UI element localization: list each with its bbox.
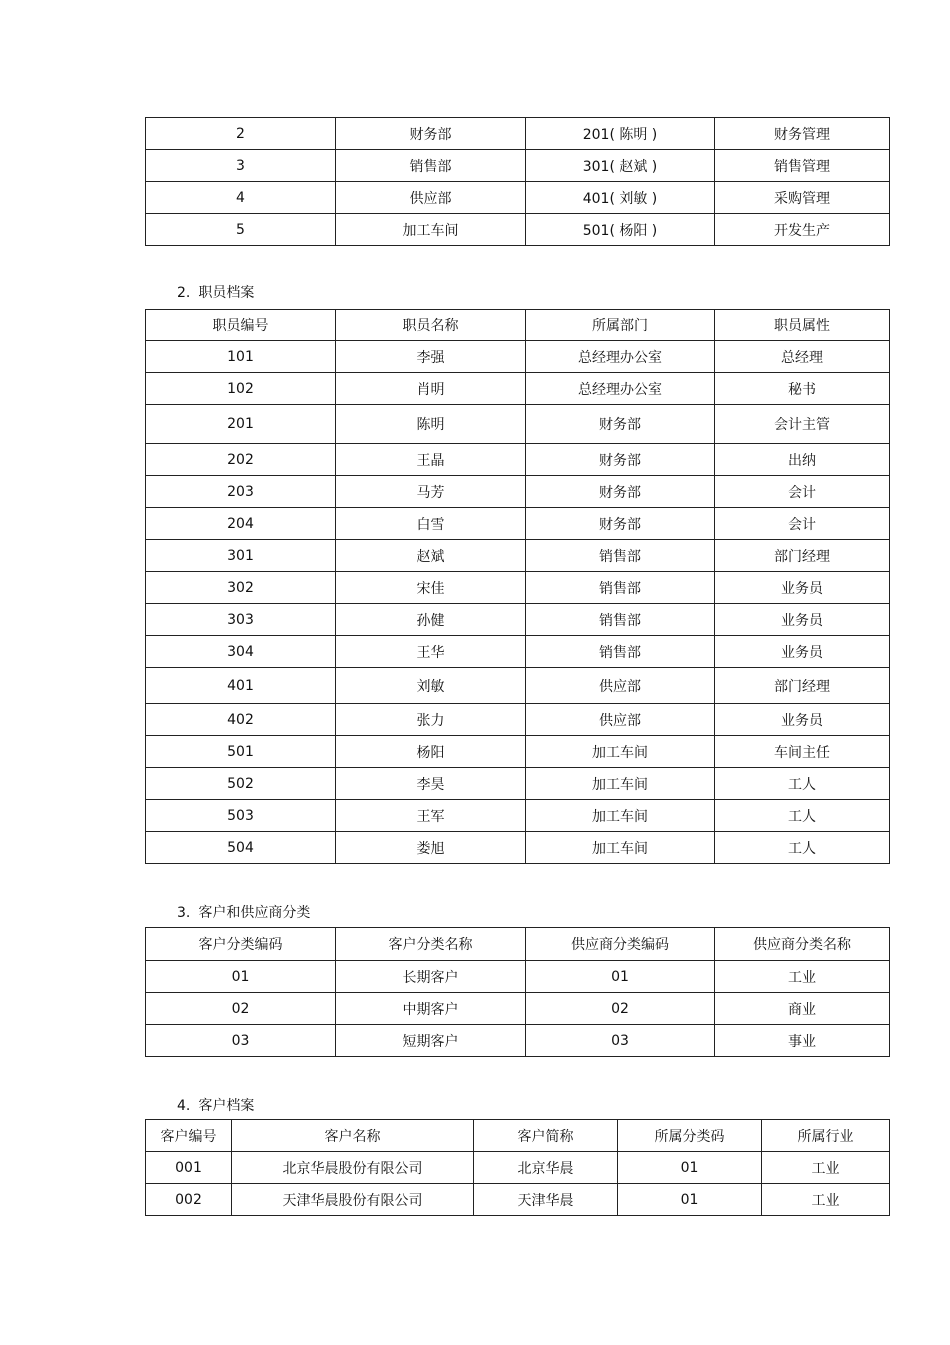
table-cell: 503 — [146, 800, 336, 832]
table-cell: 3 — [146, 150, 336, 182]
table-cell: 业务员 — [715, 572, 890, 604]
column-header: 供应商分类名称 — [715, 928, 890, 961]
table-cell: 采购管理 — [715, 182, 890, 214]
table-cell: 北京华晨 — [474, 1152, 618, 1184]
table-cell: 王军 — [336, 800, 526, 832]
table-cell: 402 — [146, 704, 336, 736]
table-row — [146, 508, 890, 540]
table-cell: 财务部 — [526, 476, 715, 508]
table-row — [146, 961, 890, 993]
table-cell: 001 — [146, 1152, 232, 1184]
table-cell: 宋佳 — [336, 572, 526, 604]
table-cell: 业务员 — [715, 604, 890, 636]
table-cell: 张力 — [336, 704, 526, 736]
table-cell: 销售部 — [526, 636, 715, 668]
table-cell: 工人 — [715, 768, 890, 800]
table-cell: 02 — [146, 993, 336, 1025]
table-cell: 201 — [146, 405, 336, 444]
table-cell: 5 — [146, 214, 336, 246]
table-cell: 车间主任 — [715, 736, 890, 768]
table-cell: 王晶 — [336, 444, 526, 476]
table-cell: 天津华晨 — [474, 1184, 618, 1216]
table-cell: 01 — [618, 1184, 762, 1216]
table-cell: 4 — [146, 182, 336, 214]
table-cell: 财务部 — [526, 508, 715, 540]
table-cell: 01 — [146, 961, 336, 993]
table-cell: 事业 — [715, 1025, 890, 1057]
table-cell: 肖明 — [336, 373, 526, 405]
table-cell: 北京华晨股份有限公司 — [232, 1152, 474, 1184]
table-row — [146, 540, 890, 572]
table-cell: 加工车间 — [526, 768, 715, 800]
table-cell: 王华 — [336, 636, 526, 668]
table-cell: 短期客户 — [336, 1025, 526, 1057]
table-cell: 01 — [526, 961, 715, 993]
table-row — [146, 604, 890, 636]
department-table — [145, 117, 890, 246]
table-row — [146, 832, 890, 864]
table-row — [146, 214, 890, 246]
table-cell: 工业 — [762, 1152, 890, 1184]
section-title: 客户档案 — [198, 1098, 255, 1114]
table-cell: 加工车间 — [336, 214, 526, 246]
table-cell: 财务管理 — [715, 118, 890, 150]
column-header: 职员属性 — [715, 310, 890, 341]
table-cell: 李昊 — [336, 768, 526, 800]
table-cell: 供应部 — [526, 704, 715, 736]
table-row — [146, 182, 890, 214]
table-header-row — [146, 928, 890, 961]
table-cell: 刘敏 — [336, 668, 526, 704]
table-cell: 赵斌 — [336, 540, 526, 572]
table-cell: 部门经理 — [715, 540, 890, 572]
table-row — [146, 572, 890, 604]
table-cell: 工人 — [715, 832, 890, 864]
table-row — [146, 768, 890, 800]
table-cell: 天津华晨股份有限公司 — [232, 1184, 474, 1216]
column-header: 客户分类名称 — [336, 928, 526, 961]
table-cell: 杨阳 — [336, 736, 526, 768]
table-cell: 秘书 — [715, 373, 890, 405]
table-row — [146, 800, 890, 832]
table-cell: 销售部 — [336, 150, 526, 182]
table-row — [146, 150, 890, 182]
column-header: 所属分类码 — [618, 1120, 762, 1152]
table-row — [146, 405, 890, 444]
table-cell: 销售部 — [526, 572, 715, 604]
table-cell: 业务员 — [715, 636, 890, 668]
table-cell: 会计 — [715, 476, 890, 508]
table-row — [146, 444, 890, 476]
column-header: 供应商分类编码 — [526, 928, 715, 961]
table-row — [146, 1152, 890, 1184]
table-cell: 销售部 — [526, 604, 715, 636]
table-cell: 会计 — [715, 508, 890, 540]
table-cell: 204 — [146, 508, 336, 540]
table-row — [146, 1184, 890, 1216]
column-header: 客户简称 — [474, 1120, 618, 1152]
table-cell: 销售部 — [526, 540, 715, 572]
table-cell: 401( 刘敏 ) — [526, 182, 715, 214]
table-header-row — [146, 1120, 890, 1152]
table-row — [146, 1025, 890, 1057]
table-cell: 101 — [146, 341, 336, 373]
table-cell: 供应部 — [526, 668, 715, 704]
column-header: 客户名称 — [232, 1120, 474, 1152]
column-header: 客户分类编码 — [146, 928, 336, 961]
table-row — [146, 668, 890, 704]
table-cell: 娄旭 — [336, 832, 526, 864]
table-cell: 201( 陈明 ) — [526, 118, 715, 150]
table-cell: 202 — [146, 444, 336, 476]
table-cell: 03 — [146, 1025, 336, 1057]
table-cell: 301( 赵斌 ) — [526, 150, 715, 182]
table-cell: 303 — [146, 604, 336, 636]
column-header: 所属部门 — [526, 310, 715, 341]
table-cell: 马芳 — [336, 476, 526, 508]
table-cell: 总经理办公室 — [526, 341, 715, 373]
table-row — [146, 341, 890, 373]
table-row — [146, 636, 890, 668]
table-row — [146, 993, 890, 1025]
table-cell: 出纳 — [715, 444, 890, 476]
table-cell: 工业 — [715, 961, 890, 993]
table-cell: 总经理 — [715, 341, 890, 373]
table-row — [146, 118, 890, 150]
category-table — [145, 927, 890, 1057]
table-cell: 加工车间 — [526, 800, 715, 832]
table-cell: 工业 — [762, 1184, 890, 1216]
table-cell: 102 — [146, 373, 336, 405]
staff-table — [145, 309, 890, 864]
table-cell: 502 — [146, 768, 336, 800]
column-header: 所属行业 — [762, 1120, 890, 1152]
table-cell: 李强 — [336, 341, 526, 373]
table-cell: 加工车间 — [526, 736, 715, 768]
table-cell: 开发生产 — [715, 214, 890, 246]
table-cell: 加工车间 — [526, 832, 715, 864]
table-cell: 401 — [146, 668, 336, 704]
table-cell: 504 — [146, 832, 336, 864]
table-cell: 002 — [146, 1184, 232, 1216]
table-cell: 商业 — [715, 993, 890, 1025]
table-cell: 孙健 — [336, 604, 526, 636]
table-cell: 03 — [526, 1025, 715, 1057]
column-header: 职员编号 — [146, 310, 336, 341]
table-cell: 会计主管 — [715, 405, 890, 444]
table-cell: 01 — [618, 1152, 762, 1184]
table-cell: 02 — [526, 993, 715, 1025]
table-cell: 302 — [146, 572, 336, 604]
table-cell: 部门经理 — [715, 668, 890, 704]
table-cell: 总经理办公室 — [526, 373, 715, 405]
table-cell: 501 — [146, 736, 336, 768]
section-number: 2. — [177, 285, 191, 301]
table-cell: 长期客户 — [336, 961, 526, 993]
table-cell: 陈明 — [336, 405, 526, 444]
table-row — [146, 736, 890, 768]
column-header: 职员名称 — [336, 310, 526, 341]
table-cell: 203 — [146, 476, 336, 508]
table-cell: 工人 — [715, 800, 890, 832]
table-cell: 白雪 — [336, 508, 526, 540]
table-row — [146, 373, 890, 405]
section-number: 4. — [177, 1098, 191, 1114]
table-cell: 业务员 — [715, 704, 890, 736]
table-cell: 财务部 — [526, 444, 715, 476]
section-heading-staff — [177, 282, 254, 302]
table-cell: 501( 杨阳 ) — [526, 214, 715, 246]
section-heading-customers — [177, 1095, 254, 1115]
table-cell: 中期客户 — [336, 993, 526, 1025]
table-cell: 304 — [146, 636, 336, 668]
column-header: 客户编号 — [146, 1120, 232, 1152]
table-cell: 财务部 — [526, 405, 715, 444]
section-heading-categories — [177, 902, 310, 922]
table-cell: 销售管理 — [715, 150, 890, 182]
section-title: 职员档案 — [198, 285, 255, 301]
section-title: 客户和供应商分类 — [198, 905, 311, 921]
customer-table — [145, 1119, 890, 1216]
table-cell: 2 — [146, 118, 336, 150]
section-number: 3. — [177, 905, 191, 921]
table-row — [146, 476, 890, 508]
table-cell: 供应部 — [336, 182, 526, 214]
table-header-row — [146, 310, 890, 341]
table-cell: 财务部 — [336, 118, 526, 150]
table-row — [146, 704, 890, 736]
table-cell: 301 — [146, 540, 336, 572]
